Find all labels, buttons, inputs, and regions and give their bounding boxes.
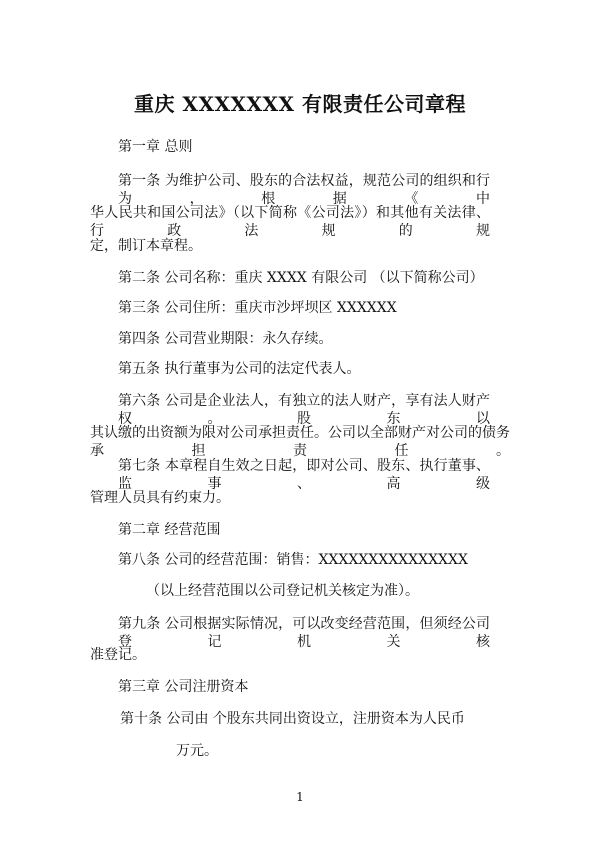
page-number: 1 (296, 790, 304, 804)
chapter-1-heading: 第一章 总则 (118, 139, 193, 155)
article-1-line-2: 华人民共和国公司法》（以下简称《公司法》）和其他有关法律、行政法规的规 (90, 205, 490, 239)
document-title: 重庆 XXXXXXX 有限责任公司章程 (133, 92, 467, 116)
article-10-line-2: 万元。 (176, 743, 218, 759)
article-4: 第四条 公司营业期限：永久存续。 (118, 331, 333, 347)
article-10-line-1: 第十条 公司由 个股东共同出资设立，注册资本为人民币 (120, 711, 465, 727)
article-6-line-1: 第六条 公司是企业法人，有独立的法人财产，享有法人财产权。股东以 (118, 393, 490, 427)
chapter-3-heading: 第三章 公司注册资本 (118, 679, 249, 695)
article-3: 第三条 公司住所：重庆市沙坪坝区 XXXXXX (118, 300, 397, 316)
article-7-line-1: 第七条 本章程自生效之日起，即对公司、股东、执行董事、监事、高级 (118, 458, 490, 492)
article-8-note: （以上经营范围以公司登记机关核定为准）。 (146, 583, 419, 599)
article-9-line-2: 准登记。 (90, 647, 146, 663)
chapter-2-heading: 第二章 经营范围 (118, 522, 221, 538)
article-7-line-2: 管理人员具有约束力。 (90, 490, 230, 506)
article-9-line-1: 第九条 公司根据实际情况，可以改变经营范围，但须经公司登记机关核 (118, 616, 490, 650)
article-2: 第二条 公司名称：重庆 XXXX 有限公司 （以下简称公司） (118, 270, 484, 286)
article-6-line-2: 其认缴的出资额为限对公司承担责任。公司以全部财产对公司的债务承担责任。 (90, 425, 510, 459)
article-1-line-3: 定，制订本章程。 (90, 238, 202, 254)
article-5: 第五条 执行董事为公司的法定代表人。 (118, 361, 361, 377)
article-1-line-1: 第一条 为维护公司、股东的合法权益，规范公司的组织和行为，根据《中 (118, 173, 490, 207)
article-8: 第八条 公司的经营范围：销售：XXXXXXXXXXXXXXX (118, 552, 468, 568)
